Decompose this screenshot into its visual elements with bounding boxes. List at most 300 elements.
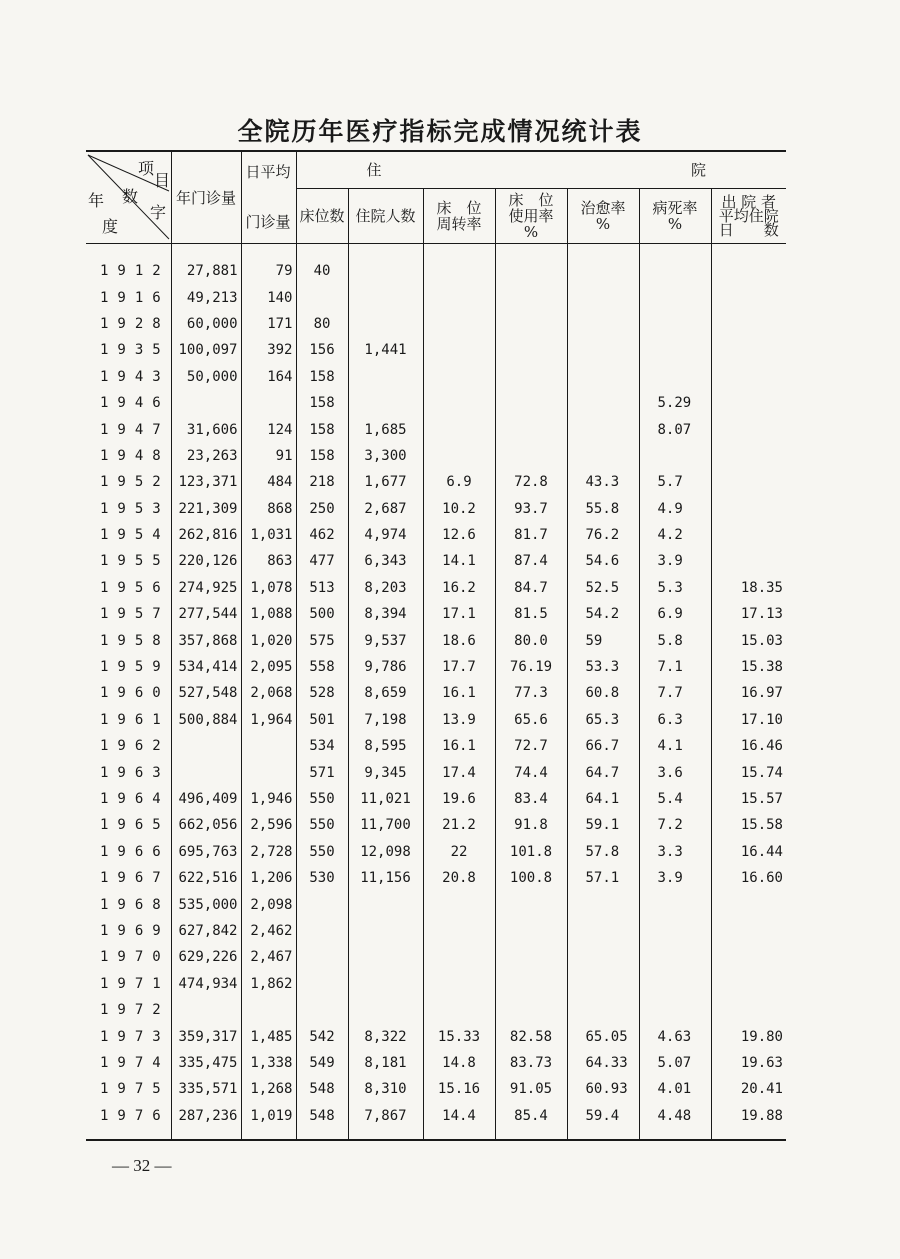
cell-annual-outpatient: 262,816 [171,522,241,548]
cell-bed-usage: 81.7 [495,522,567,548]
cell-bed-usage [495,416,567,442]
cell-admissions: 8,310 [348,1076,423,1102]
cell-admissions: 8,181 [348,1050,423,1076]
cell-daily-average [241,733,296,759]
cell-cure-rate [567,891,639,917]
cell-cure-rate: 43.3 [567,469,639,495]
cell-year: 1957 [100,606,170,623]
cell-daily-average: 1,964 [241,707,296,733]
cell-admissions: 11,021 [348,786,423,812]
cell-year: 1954 [100,527,170,544]
cell-death-rate: 5.29 [639,390,711,416]
cell-bed-turnover: 21.2 [423,812,495,838]
cell-bed-turnover [423,891,495,917]
cell-admissions: 1,441 [348,337,423,363]
cell-daily-average: 1,862 [241,971,296,997]
cell-cure-rate [567,258,639,284]
cell-death-rate [639,891,711,917]
cell-annual-outpatient: 357,868 [171,627,241,653]
statistics-table [86,150,786,1141]
cell-year: 1916 [100,289,170,306]
table-row [86,786,786,812]
cell-year: 1948 [100,447,170,464]
cell-beds: 501 [296,707,348,733]
cell-daily-average [241,997,296,1023]
cell-bed-usage: 83.4 [495,786,567,812]
cell-bed-turnover: 14.4 [423,1103,495,1140]
cell-bed-turnover: 14.8 [423,1050,495,1076]
cell-beds: 549 [296,1050,348,1076]
cell-annual-outpatient: 100,097 [171,337,241,363]
cell-beds: 158 [296,443,348,469]
cell-admissions [348,891,423,917]
cell-avg-stay: 17.13 [711,601,786,627]
cell-cure-rate: 60.8 [567,680,639,706]
cell-bed-usage: 82.58 [495,1023,567,1049]
cell-annual-outpatient: 274,925 [171,575,241,601]
corner-label-xiang: 项 [138,158,155,178]
cell-bed-usage [495,284,567,310]
cell-bed-usage: 100.8 [495,865,567,891]
cell-death-rate: 3.9 [639,548,711,574]
header-cure-rate: 治愈率 % [567,189,639,244]
cell-annual-outpatient: 23,263 [171,443,241,469]
cell-bed-usage [495,311,567,337]
cell-beds: 250 [296,496,348,522]
cell-avg-stay: 15.58 [711,812,786,838]
cell-bed-usage: 77.3 [495,680,567,706]
cell-death-rate: 3.6 [639,759,711,785]
cell-year: 1960 [100,685,170,702]
cell-bed-turnover [423,258,495,284]
cell-bed-usage: 76.19 [495,654,567,680]
table-row [86,311,786,337]
cell-bed-turnover [423,971,495,997]
cell-bed-turnover [423,390,495,416]
cell-avg-stay [711,311,786,337]
cell-year: 1975 [100,1081,170,1098]
cell-annual-outpatient: 123,371 [171,469,241,495]
cell-year: 1935 [100,342,170,359]
cell-avg-stay: 16.97 [711,680,786,706]
cell-daily-average: 2,068 [241,680,296,706]
cell-bed-usage: 83.73 [495,1050,567,1076]
cell-bed-usage: 72.8 [495,469,567,495]
cell-avg-stay: 19.88 [711,1103,786,1140]
cell-daily-average: 1,338 [241,1050,296,1076]
cell-bed-usage: 65.6 [495,707,567,733]
cell-bed-turnover [423,311,495,337]
cell-bed-usage [495,891,567,917]
cell-daily-average: 1,946 [241,786,296,812]
cell-bed-turnover: 10.2 [423,496,495,522]
table-row [86,944,786,970]
cell-death-rate [639,258,711,284]
cell-cure-rate: 59.4 [567,1103,639,1140]
cell-death-rate: 3.3 [639,839,711,865]
cell-beds: 513 [296,575,348,601]
cell-year: 1961 [100,711,170,728]
cell-beds: 158 [296,416,348,442]
cell-avg-stay [711,496,786,522]
cell-daily-average: 2,596 [241,812,296,838]
cell-avg-stay: 15.38 [711,654,786,680]
cell-avg-stay: 16.60 [711,865,786,891]
cell-annual-outpatient: 277,544 [171,601,241,627]
cell-year: 1959 [100,659,170,676]
cell-death-rate: 5.3 [639,575,711,601]
cell-cure-rate: 64.1 [567,786,639,812]
cell-avg-stay [711,891,786,917]
cell-avg-stay [711,918,786,944]
cell-cure-rate [567,390,639,416]
table-row [86,416,786,442]
cell-avg-stay: 15.03 [711,627,786,653]
cell-annual-outpatient: 27,881 [171,258,241,284]
corner-label-du: 度 [102,216,119,236]
cell-year: 1955 [100,553,170,570]
table-row [86,548,786,574]
cell-avg-stay [711,944,786,970]
cell-cure-rate [567,944,639,970]
cell-death-rate: 5.7 [639,469,711,495]
cell-admissions [348,997,423,1023]
cell-bed-turnover [423,918,495,944]
cell-cure-rate: 76.2 [567,522,639,548]
cell-daily-average: 484 [241,469,296,495]
cell-bed-usage: 84.7 [495,575,567,601]
cell-avg-stay: 18.35 [711,575,786,601]
cell-annual-outpatient: 534,414 [171,654,241,680]
cell-daily-average: 91 [241,443,296,469]
cell-bed-turnover: 14.1 [423,548,495,574]
cell-year: 1966 [100,843,170,860]
table-row [86,971,786,997]
cell-year: 1928 [100,315,170,332]
cell-beds: 548 [296,1103,348,1140]
cell-bed-usage: 91.8 [495,812,567,838]
header-group-zhu: 住 [296,151,495,189]
cell-daily-average: 1,268 [241,1076,296,1102]
cell-annual-outpatient [171,997,241,1023]
cell-admissions: 8,659 [348,680,423,706]
cell-daily-average [241,759,296,785]
cell-cure-rate [567,364,639,390]
cell-bed-usage: 74.4 [495,759,567,785]
cell-admissions: 9,537 [348,627,423,653]
cell-bed-usage [495,971,567,997]
cell-bed-turnover: 16.1 [423,733,495,759]
cell-beds: 462 [296,522,348,548]
cell-avg-stay: 15.74 [711,759,786,785]
cell-beds: 528 [296,680,348,706]
cell-annual-outpatient: 662,056 [171,812,241,838]
cell-avg-stay: 19.63 [711,1050,786,1076]
cell-annual-outpatient: 535,000 [171,891,241,917]
cell-year: 1976 [86,1103,171,1140]
table-body [86,244,786,1140]
cell-annual-outpatient: 220,126 [171,548,241,574]
cell-year: 1952 [100,474,170,491]
table-row [86,865,786,891]
cell-bed-turnover: 16.1 [423,680,495,706]
cell-beds: 548 [296,1076,348,1102]
table-spacer [86,244,786,259]
page-number: — 32 — [112,1156,172,1175]
table-row [86,812,786,838]
cell-beds: 571 [296,759,348,785]
cell-annual-outpatient: 695,763 [171,839,241,865]
table-row [86,733,786,759]
cell-cure-rate [567,284,639,310]
cell-year: 1958 [100,632,170,649]
cell-bed-turnover: 18.6 [423,627,495,653]
cell-cure-rate [567,997,639,1023]
cell-beds: 158 [296,390,348,416]
table-row [86,759,786,785]
cell-cure-rate: 55.8 [567,496,639,522]
table-row [86,654,786,680]
cell-bed-usage: 101.8 [495,839,567,865]
cell-avg-stay [711,522,786,548]
cell-bed-usage [495,337,567,363]
cell-beds: 218 [296,469,348,495]
cell-beds: 156 [296,337,348,363]
cell-bed-usage: 81.5 [495,601,567,627]
cell-admissions: 8,322 [348,1023,423,1049]
cell-death-rate: 5.8 [639,627,711,653]
table-row [86,390,786,416]
cell-death-rate: 5.4 [639,786,711,812]
cell-avg-stay: 17.10 [711,707,786,733]
table-row [86,522,786,548]
cell-bed-turnover: 17.1 [423,601,495,627]
table-row [86,627,786,653]
cell-avg-stay [711,364,786,390]
cell-annual-outpatient: 335,475 [171,1050,241,1076]
cell-annual-outpatient: 627,842 [171,918,241,944]
cell-death-rate [639,944,711,970]
cell-year: 1964 [100,791,170,807]
header-daily-average: 日平均 门诊量 [241,151,296,244]
header-admissions: 住院人数 [348,189,423,244]
corner-label-nian: 年 [88,190,105,210]
cell-daily-average: 124 [241,416,296,442]
cell-daily-average: 79 [241,258,296,284]
cell-beds: 550 [296,786,348,812]
cell-admissions: 11,700 [348,812,423,838]
cell-bed-usage [495,390,567,416]
table-row [86,258,786,284]
corner-header [86,151,171,244]
cell-avg-stay [711,548,786,574]
cell-cure-rate: 57.1 [567,865,639,891]
table-row [86,443,786,469]
cell-bed-turnover [423,364,495,390]
cell-beds: 80 [296,311,348,337]
cell-admissions [348,258,423,284]
cell-year: 1943 [100,368,170,385]
cell-bed-turnover [423,997,495,1023]
cell-avg-stay [711,469,786,495]
cell-daily-average: 171 [241,311,296,337]
cell-cure-rate: 66.7 [567,733,639,759]
cell-bed-turnover: 17.7 [423,654,495,680]
cell-admissions: 8,595 [348,733,423,759]
cell-admissions: 1,677 [348,469,423,495]
cell-bed-turnover [423,416,495,442]
cell-bed-turnover: 12.6 [423,522,495,548]
cell-year: 1956 [100,579,170,596]
cell-bed-turnover: 16.2 [423,575,495,601]
cell-bed-turnover: 22 [423,839,495,865]
cell-cure-rate [567,443,639,469]
cell-year: 1973 [100,1028,170,1045]
cell-death-rate [639,918,711,944]
cell-year: 1962 [100,738,170,755]
cell-annual-outpatient [171,759,241,785]
cell-bed-usage: 93.7 [495,496,567,522]
cell-avg-stay: 16.44 [711,839,786,865]
cell-cure-rate: 57.8 [567,839,639,865]
cell-annual-outpatient: 60,000 [171,311,241,337]
cell-beds: 558 [296,654,348,680]
cell-year: 1963 [100,764,170,781]
cell-daily-average: 1,019 [241,1103,296,1140]
cell-death-rate: 7.2 [639,812,711,838]
cell-beds: 530 [296,865,348,891]
table-row [86,496,786,522]
cell-annual-outpatient: 31,606 [171,416,241,442]
cell-bed-usage: 85.4 [495,1103,567,1140]
cell-annual-outpatient: 496,409 [171,786,241,812]
cell-bed-usage [495,258,567,284]
table-row [86,337,786,363]
cell-bed-turnover: 17.4 [423,759,495,785]
cell-death-rate: 3.9 [639,865,711,891]
cell-bed-usage: 80.0 [495,627,567,653]
cell-daily-average: 2,095 [241,654,296,680]
cell-cure-rate: 65.05 [567,1023,639,1049]
cell-admissions: 9,786 [348,654,423,680]
table-row [86,1076,786,1102]
cell-cure-rate: 60.93 [567,1076,639,1102]
cell-cure-rate: 64.7 [567,759,639,785]
table-row [86,707,786,733]
cell-year: 1970 [100,949,170,966]
cell-daily-average: 1,088 [241,601,296,627]
cell-bed-turnover: 20.8 [423,865,495,891]
cell-cure-rate: 53.3 [567,654,639,680]
cell-cure-rate [567,416,639,442]
cell-avg-stay: 16.46 [711,733,786,759]
cell-admissions [348,971,423,997]
header-group-yuan: 院 [495,151,786,189]
cell-annual-outpatient: 629,226 [171,944,241,970]
cell-cure-rate [567,337,639,363]
cell-beds: 477 [296,548,348,574]
cell-avg-stay [711,443,786,469]
cell-daily-average: 863 [241,548,296,574]
cell-admissions: 7,867 [348,1103,423,1140]
cell-avg-stay [711,416,786,442]
cell-bed-turnover: 15.33 [423,1023,495,1049]
cell-admissions: 1,685 [348,416,423,442]
cell-annual-outpatient: 622,516 [171,865,241,891]
header-death-rate: 病死率 % [639,189,711,244]
cell-daily-average: 868 [241,496,296,522]
cell-annual-outpatient [171,733,241,759]
cell-death-rate: 4.2 [639,522,711,548]
cell-cure-rate: 59 [567,627,639,653]
table-row [86,1050,786,1076]
corner-label-zi: 字 [150,202,167,222]
cell-admissions [348,311,423,337]
cell-admissions [348,364,423,390]
cell-admissions: 11,156 [348,865,423,891]
cell-death-rate [639,311,711,337]
cell-death-rate: 4.63 [639,1023,711,1049]
cell-annual-outpatient: 500,884 [171,707,241,733]
table-row [86,601,786,627]
cell-avg-stay [711,258,786,284]
cell-bed-turnover [423,337,495,363]
header-row-1 [86,151,786,189]
cell-cure-rate: 64.33 [567,1050,639,1076]
corner-label-mu: 目 [154,170,171,190]
cell-beds: 550 [296,839,348,865]
cell-beds: 40 [296,258,348,284]
cell-beds: 575 [296,627,348,653]
cell-year: 1974 [100,1054,170,1071]
cell-year: 1946 [100,395,170,412]
cell-beds: 542 [296,1023,348,1049]
table-row [86,891,786,917]
cell-cure-rate [567,971,639,997]
cell-cure-rate [567,311,639,337]
cell-daily-average: 1,031 [241,522,296,548]
cell-death-rate: 6.3 [639,707,711,733]
cell-bed-usage: 87.4 [495,548,567,574]
cell-bed-turnover: 6.9 [423,469,495,495]
cell-avg-stay [711,997,786,1023]
cell-beds: 550 [296,812,348,838]
cell-death-rate: 4.01 [639,1076,711,1102]
cell-death-rate [639,971,711,997]
cell-daily-average: 1,485 [241,1023,296,1049]
cell-cure-rate: 54.2 [567,601,639,627]
table-row [86,284,786,310]
cell-year: 1972 [100,1002,170,1019]
cell-daily-average: 2,462 [241,918,296,944]
cell-cure-rate [567,918,639,944]
cell-bed-turnover [423,284,495,310]
cell-death-rate: 6.9 [639,601,711,627]
cell-year: 1969 [100,922,170,939]
cell-daily-average: 1,206 [241,865,296,891]
cell-beds [296,284,348,310]
cell-death-rate [639,337,711,363]
cell-admissions [348,284,423,310]
table-row [86,680,786,706]
cell-daily-average: 164 [241,364,296,390]
cell-death-rate: 4.48 [639,1103,711,1140]
cell-year: 1967 [100,870,170,887]
cell-admissions: 12,098 [348,839,423,865]
cell-annual-outpatient: 359,317 [171,1023,241,1049]
cell-avg-stay: 20.41 [711,1076,786,1102]
cell-beds: 158 [296,364,348,390]
